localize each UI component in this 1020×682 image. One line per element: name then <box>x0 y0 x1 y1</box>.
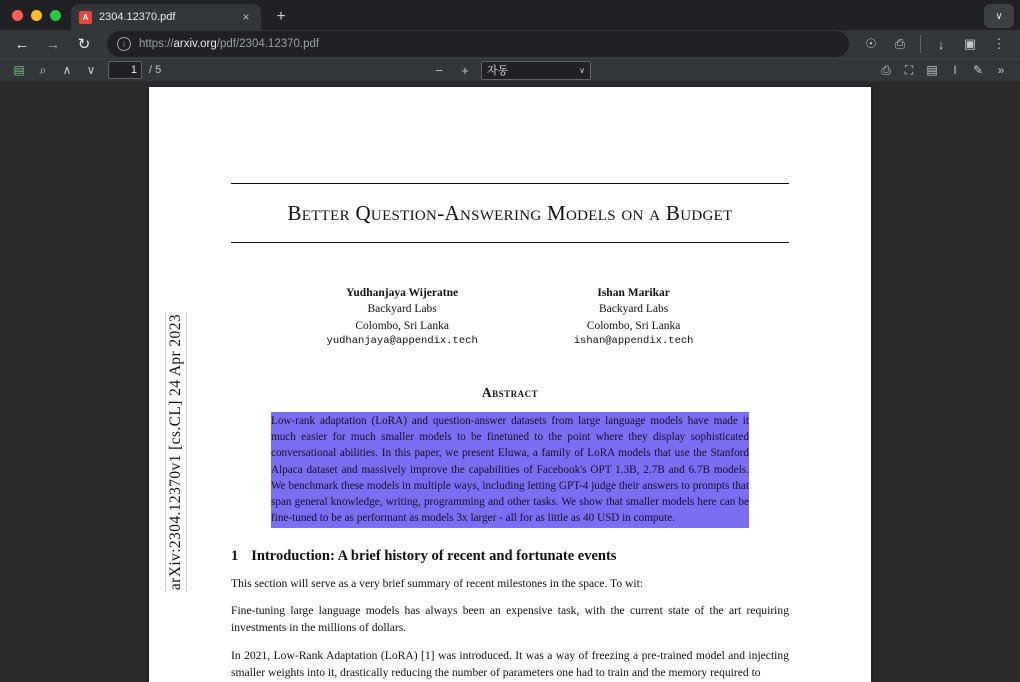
navigation-toolbar <box>0 30 1020 58</box>
browser-tab[interactable] <box>71 4 261 30</box>
title-rule-bottom <box>231 242 789 243</box>
paper-content <box>149 87 871 682</box>
author-email: yudhanjaya@appendix.tech <box>326 334 478 347</box>
maximize-window-button[interactable] <box>50 10 61 21</box>
author <box>574 285 694 349</box>
window-controls <box>10 0 71 30</box>
tab-title: 2304.12370.pdf <box>99 11 176 23</box>
chevron-down-icon: ∨ <box>579 65 585 75</box>
search-icon[interactable]: ⌕ <box>39 62 47 77</box>
pdf-favicon-icon: A <box>79 11 92 24</box>
author-name: Yudhanjaya Wijeratne <box>346 287 459 299</box>
close-tab-icon[interactable]: × <box>242 10 250 24</box>
back-arrow-icon[interactable]: ← <box>14 35 30 53</box>
abstract-heading: Abstract <box>481 384 539 400</box>
thumbnail-sidebar-icon[interactable]: ▤ <box>13 63 25 77</box>
zoom-out-button[interactable]: − <box>435 62 443 78</box>
author <box>327 285 478 349</box>
paragraph: Fine-tuning large language models has always been an expensive task, with the current state of the art requiring investments in the millions of dollars. <box>231 604 789 635</box>
new-tab-button[interactable]: + <box>276 8 286 25</box>
presentation-icon[interactable]: ▤ <box>926 63 938 77</box>
previous-page-icon[interactable]: ∧ <box>62 63 72 77</box>
shield-icon[interactable]: ☉ <box>865 36 877 51</box>
forward-arrow-icon[interactable]: → <box>45 35 61 53</box>
tab-list-chevron-down-icon[interactable]: ∨ <box>984 4 1014 28</box>
tab-strip <box>0 0 1020 30</box>
pdf-toolbar <box>0 58 1020 81</box>
paragraph: This section will serve as a very brief summary of recent milestones in the space. To wit: <box>231 576 644 590</box>
download-icon[interactable]: ↓ <box>937 36 945 52</box>
page-count-label: / 5 <box>149 64 162 76</box>
author-name: Ishan Marikar <box>597 287 670 299</box>
abstract-text-highlighted[interactable]: Low-rank adaptation (LoRA) and question-answer datasets from large language models have made it much easier for much smaller models to be finetuned to the point where they display sophisticated conversational abilities. In this paper, we present Eluwa, a family of LoRA models that use the Stanford Alpaca dataset and massively improve the capabilities of Facebook's OPT 1.3B, 2.7B and 6.7B models. We benchmark these models in multiple ways, including letting GPT-4 judge their answers to prompts that span general knowledge, writing, programming and other tasks. We show that smaller models here can be fine-tuned to be as performant as models 3x larger - all for as little as 40 USD in compute. <box>271 412 749 528</box>
section-heading <box>231 548 789 565</box>
author-block <box>231 285 789 349</box>
copy-icon[interactable]: ⎙ <box>894 36 906 51</box>
author-affiliation: Backyard Labs <box>598 303 669 316</box>
pdf-page <box>149 87 871 682</box>
arxiv-stamp: arXiv:2304.12370v1 [cs.CL] 24 Apr 2023 <box>165 312 187 592</box>
author-affiliation: Backyard Labs <box>367 303 437 316</box>
paragraph: In 2021, Low-Rank Adaptation (LoRA) [1] was introduced. It was a way of freezing a pre-trained model and injecting smaller weights into it, drastically reducing the number of parameters one had to train and the memory required to <box>231 649 789 680</box>
menu-icon[interactable]: ⋮ <box>992 36 1006 51</box>
section-title: Introduction: A brief history of recent and fortunate events <box>251 547 617 564</box>
pdf-viewer-area[interactable] <box>0 81 1020 682</box>
address-bar-url: https://arxiv.org/pdf/2304.12370.pdf <box>139 38 320 50</box>
pdf-toolbar-right <box>875 59 1012 81</box>
zoom-level-value: 자동 <box>487 65 509 77</box>
more-tools-icon[interactable]: » <box>997 63 1005 77</box>
sidebar-icon[interactable]: ▣ <box>963 36 977 51</box>
toolbar-divider <box>920 35 921 53</box>
close-window-button[interactable] <box>12 10 23 21</box>
author-email: ishan@appendix.tech <box>573 334 694 347</box>
address-bar[interactable] <box>107 31 849 57</box>
page-title: Better Question-Answering Models on a Budget <box>287 201 733 225</box>
lock-icon: i <box>117 37 131 51</box>
snapshot-icon[interactable]: ⛶ <box>904 62 914 77</box>
print-icon[interactable]: ⎙ <box>881 62 891 77</box>
zoom-in-button[interactable]: + <box>461 62 469 78</box>
next-page-icon[interactable]: ∨ <box>86 63 96 77</box>
author-location: Colombo, Sri Lanka <box>586 319 681 332</box>
section-number: 1 <box>231 547 239 564</box>
draw-icon[interactable]: ✎ <box>972 63 984 77</box>
reload-icon[interactable]: ↻ <box>77 36 91 53</box>
page-number-input[interactable]: 1 <box>108 61 142 79</box>
author-location: Colombo, Sri Lanka <box>355 319 449 332</box>
text-select-icon[interactable]: I <box>953 63 957 77</box>
zoom-level-select[interactable] <box>481 61 591 80</box>
minimize-window-button[interactable] <box>31 10 42 21</box>
